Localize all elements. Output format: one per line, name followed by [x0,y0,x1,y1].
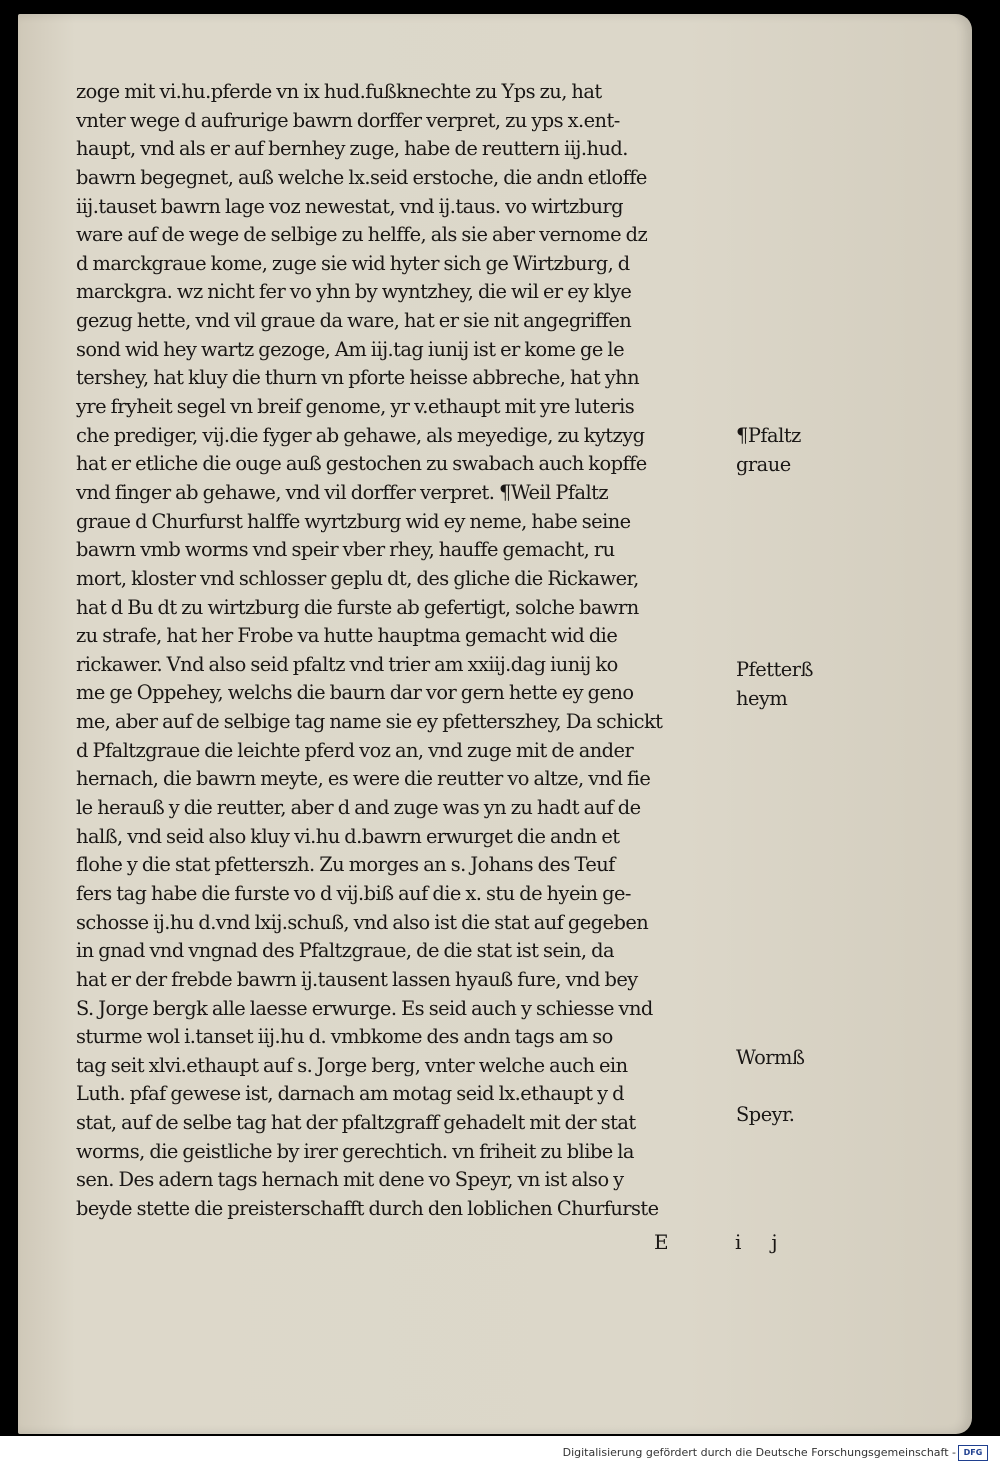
text-line: marckgra. wz nicht fer vo yhn by wyntzhey, die wil er ey klye [76,280,632,304]
text-line: zu strafe, hat her Frobe va hutte hauptma gemacht wid die [76,624,618,648]
text-line: hernach, die bawrn meyte, es were die reutter vo altze, vnd fie [76,767,651,791]
text-line: Luth. pfaf gewese ist, darnach am motag seid lx.ethaupt y d [76,1082,624,1106]
text-line: d marckgraue kome, zuge sie wid hyter sich ge Wirtzburg, d [76,251,630,275]
text-line: halß, vnd seid also kluy vi.hu d.bawrn erwurget die andn et [76,824,620,848]
text-line: hat d Bu dt zu wirtzburg die furste ab gefertigt, solche bawrn [76,595,639,619]
text-line: fers tag habe die furste vo d vij.biß auf die x. stu de hyein ge- [76,881,631,905]
text-line: rickawer. Vnd also seid pfaltz vnd trier am xxiij.dag iunij ko [76,652,618,676]
text-line: S. Jorge bergk alle laesse erwurge. Es seid auch y schiesse vnd [76,996,653,1020]
text-line: flohe y die stat pfetterszh. Zu morges an s. Johans des Teuf [76,853,615,877]
margin-note-pfetterssheym: Pfetterß heym [736,658,813,710]
text-line: tershey, hat kluy die thurn vn pforte heisse abbreche, hat yhn [76,366,640,390]
text-line: tag seit xlvi.ethaupt auf s. Jorge berg, vnter welche auch ein [76,1053,628,1077]
text-line: mort, kloster vnd schlosser geplu dt, des gliche die Rickawer, [76,566,639,590]
text-line: schosse ij.hu d.vnd lxij.schuß, vnd also ist die stat auf gegeben [76,910,649,934]
footer-bar [0,1436,1000,1466]
text-line: sond wid hey wartz gezoge, Am iij.tag iunij ist er kome ge le [76,337,625,361]
margin-note-speyr: Speyr. [736,1103,795,1126]
dfg-logo: DFG [958,1445,988,1461]
text-line: graue d Churfurst halffe wyrtzburg wid ey neme, habe seine [76,509,631,533]
text-line: iij.tauset bawrn lage voz newestat, vnd ij.taus. vo wirtzburg [76,194,623,218]
text-line: vnter wege d aufrurige bawrn dorffer verpret, zu yps x.ent- [76,108,620,132]
margin-note-pfaltzgraue: ¶Pfaltz graue [736,424,801,476]
text-line: worms, die geistliche by irer gerechtich. vn friheit zu blibe la [76,1139,634,1163]
text-line: haupt, vnd als er auf bernhey zuge, habe de reuttern iij.hud. [76,137,628,161]
text-line: vnd finger ab gehawe, vnd vil dorffer verpret. ¶Weil Pfaltz [76,480,609,504]
text-line: in gnad vnd vngnad des Pfaltzgraue, de die stat ist sein, da [76,939,615,963]
funding-notice: Digitalisierung gefördert durch die Deutsche Forschungsgemeinschaft - [562,1446,956,1459]
book-page [18,14,972,1434]
text-line: d Pfaltzgraue die leichte pferd voz an, vnd zuge mit de ander [76,738,634,762]
text-line: le herauß y die reutter, aber d and zuge was yn zu hadt auf de [76,796,641,820]
text-line: yre fryheit segel vn breif genome, yr v.ethaupt mit yre luteris [76,395,635,419]
text-line: sen. Des adern tags hernach mit dene vo Speyr, vn ist also y [76,1168,624,1192]
main-text [76,78,752,1224]
text-line: beyde stette die preisterschafft durch den loblichen Churfurste [76,1196,659,1220]
text-line: gezug hette, vnd vil graue da ware, hat er sie nit angegriffen [76,309,632,333]
text-line: me, aber auf de selbige tag name sie ey pfetterszhey, Da schickt [76,710,663,734]
text-line: me ge Oppehey, welchs die baurn dar vor gern hette ey geno [76,681,634,705]
text-line: ware auf de wege de selbige zu helffe, als sie aber vernome dz [76,223,648,247]
text-line: bawrn vmb worms vnd speir vber rhey, hauffe gemacht, ru [76,538,615,562]
margin-note-worms: Wormß [736,1046,805,1069]
text-line: che prediger, vij.die fyger ab gehawe, als meyedige, zu kytzyg [76,423,645,447]
text-line: hat er etliche die ouge auß gestochen zu swabach auch kopffe [76,452,647,476]
text-line: sturme wol i.tanset iij.hu d. vmbkome des andn tags am so [76,1025,613,1049]
text-line: zoge mit vi.hu.pferde vn ix hud.fußknechte zu Yps zu, hat [76,80,602,103]
text-line: bawrn begegnet, auß welche lx.seid erstoche, die andn etloffe [76,165,647,189]
text-line: stat, auf de selbe tag hat der pfaltzgraff gehadelt mit der stat [76,1111,636,1135]
signature-mark: E ij [654,1230,808,1254]
text-line: hat er der frebde bawrn ij.tausent lassen hyauß fure, vnd bey [76,967,638,991]
